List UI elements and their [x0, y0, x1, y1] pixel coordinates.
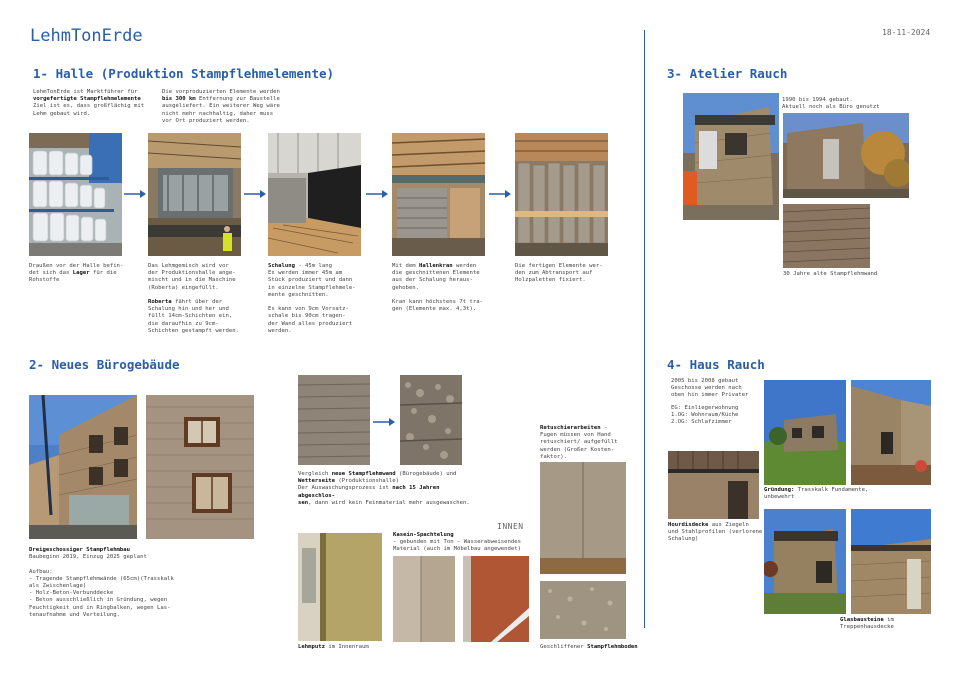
caption-glas: Glasbausteine im Treppenhausdecke — [840, 617, 894, 631]
photo-buero-aussen — [29, 395, 137, 539]
caption-vergleich: Vergleich neue Stampflehmwand (Bürogebäude) und Wetterseite (Produktionshalle) Der Auswaschungsprozess ist nach 15 Jahren abgeschlos- sen, dann wird kein Feinmaterial mehr ausgewaschen. — [298, 471, 470, 506]
photo-haus-1 — [764, 380, 846, 485]
photo-atelier-wand — [783, 204, 870, 268]
section-title-halle: 1- Halle (Produktion Stampflehmelemente) — [33, 66, 335, 81]
photo-boden — [540, 581, 626, 639]
arrow-icon — [244, 190, 266, 198]
photo-paletten — [515, 133, 608, 256]
photo-haus-4 — [851, 509, 931, 614]
photo-haus-2 — [851, 380, 931, 485]
column-divider — [644, 30, 645, 628]
photo-hourdis — [668, 451, 759, 519]
photo-lager — [29, 133, 122, 256]
caption-paletten: Die fertigen Elemente wer- den zum Abtransport auf Holzpaletten fixiert. — [515, 263, 603, 284]
photo-atelier-2 — [783, 113, 909, 198]
arrow-icon — [124, 190, 146, 198]
photo-schalung — [268, 133, 361, 256]
caption-boden: Geschliffener Stampflehmboden — [540, 644, 638, 650]
caption-hallenkran: Mit dem Hallenkran werden die geschnittenen Elemente aus der Schalung heraus- gehoben. Kran kann höchstens 7t tra- gen (Elemente max. 4,3t). — [392, 263, 483, 313]
halle-intro-1: LehmTonErde ist Marktführer für vorgefertigte Stampflehmelemente Ziel ist es, dass großflächig mit Lehm gebaut wird. — [33, 89, 145, 117]
caption-roberta: Das Lehmgemisch wird vor der Produktionshalle ange- mischt und in die Maschine (Roberta) eingefüllt. Roberta fährt über der Schalung hin und her und füllt 14cm-Schichten ein, die daraufhin zu 9cm- Schichten gestampft werden. — [148, 263, 239, 334]
photo-roberta — [148, 133, 241, 256]
haus-text-2: EG: Einliegerwohnung 1.OG: Wohnraum/Küche 2.OG: Schlafzimmer — [671, 405, 739, 426]
date-label: 18-11-2024 — [882, 28, 931, 37]
photo-retusch — [540, 462, 626, 574]
photo-kasein-rot — [463, 556, 529, 642]
caption-gruendung: Gründung: Trasskalk Fundamente, unbewehrt — [764, 487, 869, 501]
photo-lehmputz — [298, 533, 382, 641]
photo-hallenkran — [392, 133, 485, 256]
section-title-atelier: 3- Atelier Rauch — [667, 66, 788, 81]
arrow-icon — [366, 190, 388, 198]
haus-text-1: 2005 bis 2008 gebaut Geschosse werden nach oben hin immer Privater — [671, 378, 749, 399]
caption-hourdis: Hourdisdecke aus Ziegeln und Stahlprofilen (verlorene Schalung) — [668, 522, 763, 543]
section-title-buero: 2- Neues Bürogebäude — [29, 357, 180, 372]
atelier-text-1: 1990 bis 1994 gebaut. Aktuell noch als Büro genutzt — [782, 97, 880, 111]
caption-lehmputz: Lehmputz im Innenraum — [298, 644, 369, 650]
photo-wetterseite — [400, 375, 462, 465]
photo-atelier — [683, 93, 779, 220]
page-title: LehmTonErde — [30, 26, 143, 46]
caption-retusch: Retuschierarbeiten - Fugen müssen von Hand retuschiert/ aufgefüllt werden (Großer Kosten- faktor). — [540, 425, 618, 460]
photo-buero-wand — [146, 395, 254, 539]
photo-haus-3 — [764, 509, 846, 614]
label-innen: INNEN — [497, 522, 524, 531]
section-title-haus: 4- Haus Rauch — [667, 357, 765, 372]
arrow-icon — [373, 418, 395, 426]
photo-kasein-wand — [393, 556, 455, 642]
atelier-text-2: 30 Jahre alte Stampflehmwand — [783, 271, 878, 277]
halle-intro-2: Die vorproduzierten Elemente werden bis 300 km Entfernung zur Baustelle ausgeliefert. Ein weiterer Weg wäre nicht mehr nachhaltig, daher muss vor Ort produziert werden. — [162, 89, 280, 124]
arrow-icon — [489, 190, 511, 198]
caption-buero: Dreigeschossiger Stampflehmbau Baubeginn 2019, Einzug 2025 geplant Aufbau: - Tragende Stampflehmwände (65cm)(Trasskalk als Zwischenlage) - Holz-Beton-Verbunddecke - Beton ausschließlich in Gründung, wegen Feuchtigkeit und in Ringbalken, wegen Las- tenaufnahme und Verteilung. — [29, 547, 174, 618]
caption-schalung: Schalung - 45m lang Es werden immer 45m am Stück produziert und dann in einzelne Stampflehmele- mente geschnitten. Es kann von 9cm Vorsatz- schale bis 90cm tragen- der Wand alles produziert werden. — [268, 263, 356, 334]
caption-kasein: Kasein-Spachtelung - gebunden mit Ton - Wasserabweisendes Material (auch im Möbelbau angewendet) — [393, 532, 521, 553]
caption-lager: Draußen vor der Halle befin- det sich das Lager für die Rohstoffe — [29, 263, 124, 284]
photo-neue-wand — [298, 375, 370, 465]
